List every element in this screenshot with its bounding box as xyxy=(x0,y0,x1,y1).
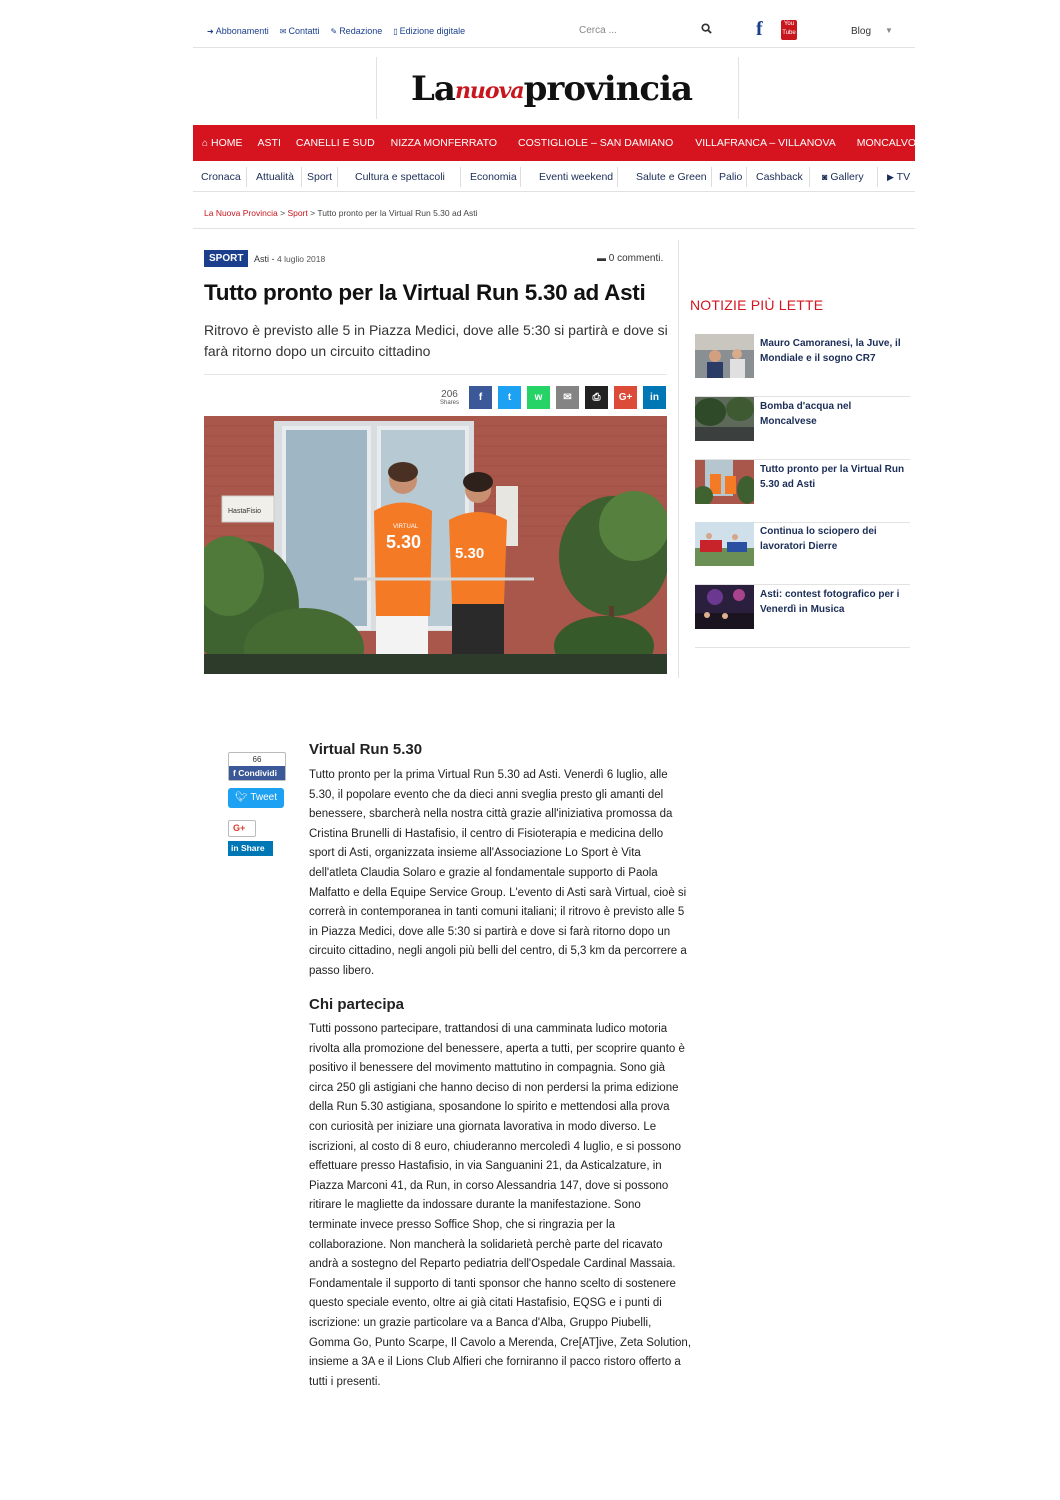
subnav-palio[interactable]: Palio xyxy=(719,171,743,183)
divider xyxy=(193,228,915,229)
share-twitter-button[interactable]: t xyxy=(498,386,521,409)
top-link-edizione-digitale[interactable]: ▯ Edizione digitale xyxy=(393,26,466,36)
top-bar xyxy=(193,18,915,48)
subnav-economia[interactable]: Economia xyxy=(470,171,517,183)
breadcrumb-sport[interactable]: Sport xyxy=(287,208,308,218)
svg-text:5.30: 5.30 xyxy=(455,545,485,562)
breadcrumb-home[interactable]: La Nuova Provincia xyxy=(204,208,278,218)
divider xyxy=(204,374,667,375)
article-paragraph: Tutti possono partecipare, trattandosi di una camminata ludico motoria rivolta alla promozione del benessere, aperta a tutti, per scoprire quanto è positivo il benessere del movimento mattutino in compagnia. Sono già circa 250 gli astigiani che hanno deciso di non perdersi la prima edizione della Run 5.30 astigiana, sposandone lo spirito e mettendosi alla prova con curiosità per iniziare una giornata lavorativa in modo diverso. Le iscrizioni, al costo di 8 euro, chiuderanno mercoledì 4 luglio, e si possono effettuare presso Hastafisio, in via Sanguanini 21, da Asticalzature, in Piazza Marconi 41, da Run, in corso Alessandria 147, dove si possono ritirare le magliette da indossare durante la manifestazione. Sono terminate invece presso Soffice Shop, che si ringrazia per la collaborazione. Non mancherà la solidarietà perchè parte del ricavato andrà a sostegno del Reparto pediatria dell'Ospedale Cardinal Massaia. Fondamentale il supporto di tanti sponsor che hanno scelto di sostenere questo speciale evento, oltre ai già citati Hastafisio, EQSG e i punti di iscrizione: un grazie particolare va a Banca d'Alba, Gruppo Piubelli, Gomma Go, Punto Scarpe, Il Cavolo a Merenda, Cre[AT]ive, Zeta Solution, insieme a 3A e il Lions Club Alfieri che forniranno il pacco ristoro offerto a tutti i presenti. xyxy=(309,1023,692,1388)
play-icon: ▶ xyxy=(887,172,894,182)
nav-asti[interactable]: ASTI xyxy=(257,137,281,149)
search-input[interactable]: Cerca ... xyxy=(579,25,617,36)
top-link-redazione[interactable]: ✎ Redazione xyxy=(330,26,383,36)
comment-icon: ▬ xyxy=(597,253,606,263)
section-heading: Chi partecipa xyxy=(309,996,405,1013)
facebook-icon: f xyxy=(233,768,236,778)
share-facebook-button[interactable]: f xyxy=(469,386,492,409)
subnav-attualita[interactable]: Attualità xyxy=(256,171,294,183)
sidebar-thumbnail[interactable] xyxy=(695,334,754,378)
article-hero-image xyxy=(204,416,667,674)
nav-canelli[interactable]: CANELLI E SUD xyxy=(295,137,375,149)
tweet-button[interactable]: 🐦︎ Tweet xyxy=(228,788,284,808)
sidebar-item[interactable]: Continua lo sciopero dei lavoratori Dierre xyxy=(695,522,910,585)
nav-home[interactable]: HOME xyxy=(211,137,243,149)
sidebar-item[interactable]: Mauro Camoranesi, la Juve, il Mondiale e il sogno CR7 xyxy=(695,334,910,397)
comments-link[interactable]: ▬ 0 commenti. xyxy=(597,253,664,264)
sidebar-item[interactable]: Asti: contest fotografico per i Venerdì in Musica xyxy=(695,585,910,648)
sub-nav xyxy=(193,164,915,192)
linkedin-icon: in xyxy=(231,843,239,853)
sidebar-item[interactable]: Tutto pronto per la Virtual Run 5.30 ad Asti xyxy=(695,460,910,523)
twitter-icon: 🐦︎ xyxy=(235,792,248,803)
subnav-eventi[interactable]: Eventi weekend xyxy=(539,171,614,183)
svg-text:VIRTUAL: VIRTUAL xyxy=(393,524,419,530)
subnav-gallery[interactable]: ◙ Gallery xyxy=(822,171,864,183)
share-linkedin-button[interactable]: in xyxy=(643,386,666,409)
article-subtitle: Ritrovo è previsto alle 5 in Piazza Medici, dove alle 5:30 si partirà e dove si farà ritorno dopo un circuito cittadino xyxy=(204,322,668,359)
camera-icon: ◙ xyxy=(822,172,828,182)
nav-nizza[interactable]: NIZZA MONFERRATO xyxy=(390,137,498,149)
section-heading: Virtual Run 5.30 xyxy=(309,741,423,758)
svg-text:HastaFisio: HastaFisio xyxy=(228,508,262,515)
envelope-icon: ✉ xyxy=(279,27,287,36)
sign-in-icon: ➜ xyxy=(207,27,214,36)
logo-area xyxy=(376,57,739,119)
sidebar-thumbnail[interactable] xyxy=(695,522,754,566)
nav-villafranca[interactable]: VILLAFRANCA – VILLANOVA xyxy=(695,137,836,149)
home-icon[interactable]: ⌂ xyxy=(202,137,209,149)
linkedin-share-button[interactable]: in Share xyxy=(228,841,273,856)
sidebar-thumbnail[interactable] xyxy=(695,585,754,629)
youtube-icon[interactable]: You Tube xyxy=(781,20,797,40)
facebook-icon[interactable]: f xyxy=(756,18,763,40)
sidebar-thumbnail[interactable] xyxy=(695,460,754,504)
subnav-salute[interactable]: Salute e Green xyxy=(636,171,707,183)
pencil-icon: ✎ xyxy=(330,27,338,36)
sidebar-item[interactable]: Bomba d'acqua nel Moncalvese xyxy=(695,397,910,460)
article-meta: Asti - 4 luglio 2018 xyxy=(254,254,326,264)
subnav-tv[interactable]: ▶ TV xyxy=(887,171,911,183)
sidebar-title: NOTIZIE PIÙ LETTE xyxy=(690,297,824,313)
search-icon[interactable] xyxy=(701,23,712,37)
subnav-sport[interactable]: Sport xyxy=(307,171,333,183)
sidebar-thumbnail[interactable] xyxy=(695,397,754,441)
blog-dropdown[interactable]: Blog xyxy=(851,26,872,37)
subnav-cashback[interactable]: Cashback xyxy=(756,171,803,183)
article-paragraph: Tutto pronto per la prima Virtual Run 5.30 ad Asti. Venerdì 6 luglio, alle 5.30, il popolare evento che da dieci anni sveglia presto gli amanti del benessere, sbarcherà nella nostra città grazie all'iniziativa promossa da Cristina Brunelli di Hastafisio, il centro di Fisioterapia e medicina dello sport di Asti, organizzata insieme all'Associazione Lo Sport è Vita dell'atleta Claudia Solaro e grazie al fondamentale supporto di Paola Malfatto e della Equipe Service Group. L'evento di Asti sarà Virtual, cioè si correrà in contemporanea in tanti comuni italiani; il ritrovo è previsto alle 5 in Piazza Medici, dove alle 5:30 si partirà e dove si farà ritorno dopo un circuito cittadino, negli angoli più belli del centro, di 5,3 km da percorrere a passo libero. xyxy=(309,769,687,977)
subnav-cultura[interactable]: Cultura e spettacoli xyxy=(355,171,445,183)
share-email-button[interactable]: ✉ xyxy=(556,386,579,409)
top-link-abbonamenti[interactable]: ➜ Abbonamenti xyxy=(207,26,269,36)
share-whatsapp-button[interactable]: w xyxy=(527,386,550,409)
svg-text:5.30: 5.30 xyxy=(386,532,422,552)
subnav-cronaca[interactable]: Cronaca xyxy=(201,171,241,183)
share-print-button[interactable]: ⎙ xyxy=(585,386,608,409)
site-logo[interactable]: Lanuovaprovincia xyxy=(411,69,693,109)
tablet-icon: ▯ xyxy=(393,27,398,36)
nav-costigliole[interactable]: COSTIGLIOLE – SAN DAMIANO xyxy=(518,137,674,149)
article-title: Tutto pronto per la Virtual Run 5.30 ad Asti xyxy=(204,280,646,305)
share-count: 206 Shares xyxy=(440,389,460,406)
nav-moncalvo[interactable]: MONCALVO E NORD xyxy=(856,137,960,149)
share-googleplus-button[interactable]: G+ xyxy=(614,386,637,409)
column-divider xyxy=(678,240,679,678)
chevron-down-icon[interactable]: ▼ xyxy=(885,26,893,35)
breadcrumb: La Nuova Provincia > Sport > Tutto pronto per la Virtual Run 5.30 ad Asti xyxy=(204,208,478,218)
breadcrumb-current: Tutto pronto per la Virtual Run 5.30 ad Asti xyxy=(317,208,478,218)
category-badge[interactable]: SPORT xyxy=(204,250,248,267)
main-nav xyxy=(193,125,960,161)
top-links xyxy=(207,26,465,36)
googleplus-button[interactable]: G+ xyxy=(228,820,256,837)
facebook-share-widget[interactable]: 66 f Condividi xyxy=(228,752,286,781)
top-link-contatti[interactable]: ✉ Contatti xyxy=(279,26,320,36)
